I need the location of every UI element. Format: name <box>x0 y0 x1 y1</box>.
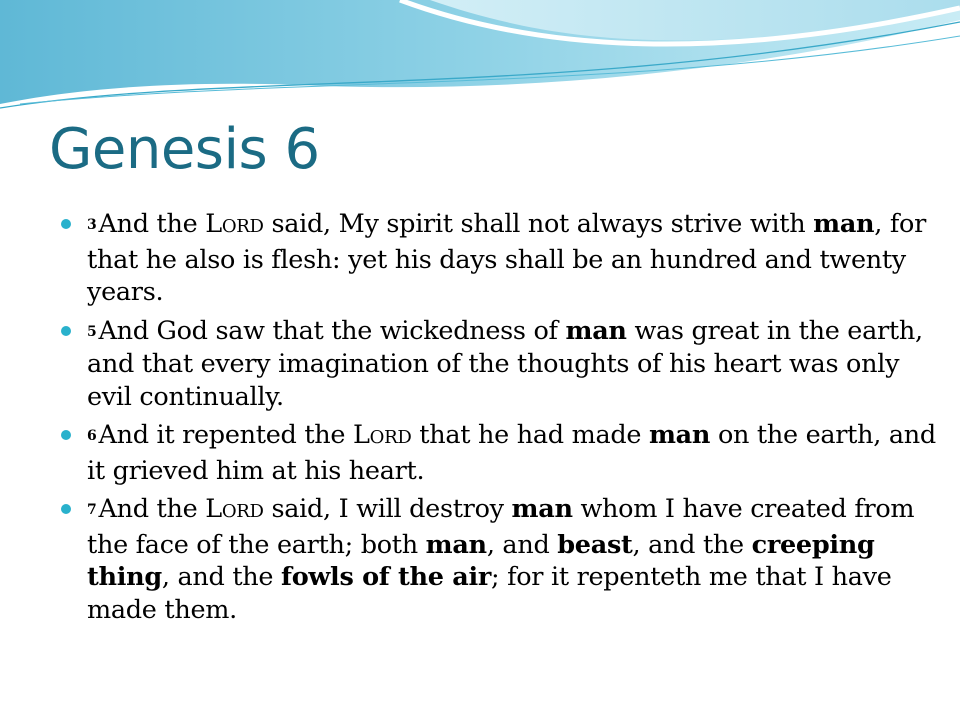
verse-text: said, I will destroy <box>263 494 512 524</box>
verse-item <box>60 208 940 309</box>
bullet-icon <box>61 430 71 440</box>
verse-text: And the L <box>98 494 222 524</box>
bullet-icon <box>61 219 71 229</box>
emphasis-text: creeping thing <box>87 529 875 592</box>
verse-text: ORD <box>221 501 264 522</box>
verse-text: , for that he also is flesh: yet his days shall be an hundred and twenty years. <box>87 209 926 307</box>
verse-text: was great in the earth, and that every imagination of the thoughts of his heart was only evil continually. <box>87 315 923 412</box>
slide-title: Genesis 6 <box>49 117 320 182</box>
verse-number: 6 <box>87 428 97 444</box>
verse-text: , and <box>486 529 558 560</box>
bullet-icon <box>61 326 71 336</box>
emphasis-text: beast <box>557 529 633 560</box>
verse-text: ORD <box>369 427 412 448</box>
bullet-icon <box>61 504 71 514</box>
verse-text: ; for it repenteth me that I have made them. <box>87 562 892 625</box>
verse-item <box>60 419 940 487</box>
verse-text: whom I have created from the face of the earth; both <box>87 494 915 560</box>
emphasis-text: fowls of the air <box>281 562 492 592</box>
header-swoosh-decoration <box>0 0 960 120</box>
verse-item <box>60 493 940 626</box>
verse-item <box>60 315 940 414</box>
verse-text: , and the <box>161 562 282 592</box>
verse-number: 7 <box>87 502 97 518</box>
verse-number: 5 <box>87 323 97 340</box>
verse-list <box>60 208 940 632</box>
verse-text: And God saw that the wickedness of <box>98 315 566 346</box>
verse-text: said, My spirit shall not always strive with <box>263 209 814 239</box>
verse-text: And it repented the L <box>98 420 370 450</box>
verse-text: , and the <box>632 529 752 560</box>
emphasis-text: man <box>813 209 875 239</box>
verse-text: And the L <box>98 209 222 239</box>
verse-text: ORD <box>221 216 264 237</box>
emphasis-text: man <box>425 529 487 560</box>
emphasis-text: man <box>565 315 627 346</box>
verse-text: on the earth, and it grieved him at his heart. <box>87 420 936 486</box>
verse-number: 3 <box>87 217 97 233</box>
emphasis-text: man <box>511 494 573 524</box>
emphasis-text: man <box>648 420 711 450</box>
verse-text: that he had made <box>411 420 649 450</box>
